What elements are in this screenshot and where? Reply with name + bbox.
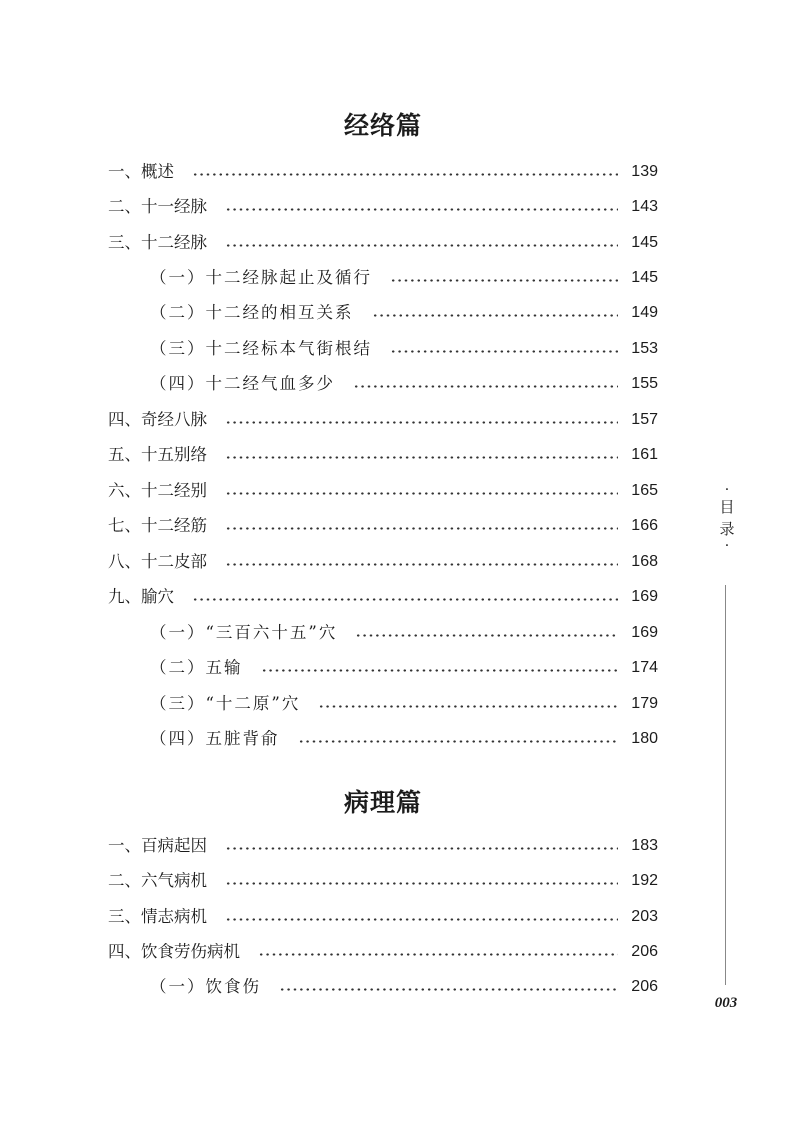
toc-entry[interactable]: [108, 230, 658, 256]
toc-page-number: 157: [631, 411, 658, 428]
dot-leader: [225, 527, 618, 530]
toc-page-number: 153: [631, 340, 658, 357]
dot-leader: [261, 669, 619, 672]
toc-page-number: 179: [631, 695, 658, 712]
toc-subentry[interactable]: [150, 620, 658, 646]
toc-entry-label: （一）十二经脉起止及循行: [150, 268, 372, 287]
toc-subentry[interactable]: [150, 265, 658, 291]
toc-page-number: 149: [631, 304, 658, 321]
toc-subentry[interactable]: [150, 974, 658, 1000]
dot-leader: [192, 173, 618, 176]
running-head-char: 录: [719, 520, 735, 538]
dot-leader: [225, 421, 618, 424]
toc-entry-label: 一、百病起因: [108, 836, 207, 855]
toc-page-number: 174: [631, 659, 658, 676]
toc-entry-label: 三、情志病机: [108, 907, 207, 926]
dot-leader: [225, 456, 618, 459]
toc-subentry[interactable]: [150, 691, 658, 717]
toc-subentry[interactable]: [150, 655, 658, 681]
side-rule: [725, 585, 726, 985]
dot-leader: [279, 988, 618, 991]
toc-entry-label: （一）“三百六十五”穴: [150, 623, 338, 642]
dot-leader: [318, 705, 618, 708]
toc-page-number: 143: [631, 198, 658, 215]
dot-leader: [225, 882, 618, 885]
toc-entry-label: （三）“十二原”穴: [150, 694, 301, 713]
toc-page-number: 169: [631, 588, 658, 605]
toc-page-number: 203: [631, 908, 658, 925]
page-number: 003: [714, 995, 738, 1011]
toc-page-number: 161: [631, 446, 658, 463]
section-title: 病理篇: [343, 788, 422, 817]
toc-entry-label: 七、十二经筋: [108, 516, 207, 535]
toc-entry[interactable]: [108, 407, 658, 433]
toc-entry-label: 五、十五别络: [108, 445, 207, 464]
dot-leader: [390, 350, 618, 353]
toc-subentry[interactable]: [150, 726, 658, 752]
toc-entry-label: 一、概述: [108, 162, 174, 181]
toc-entry-label: 八、十二皮部: [108, 552, 207, 571]
toc-page-number: 206: [631, 943, 658, 960]
toc-entry-label: 三、十二经脉: [108, 233, 207, 252]
toc-entry[interactable]: [108, 513, 658, 539]
toc-page-number: 192: [631, 872, 658, 889]
dot-leader: [372, 314, 619, 317]
toc-page-number: 165: [631, 482, 658, 499]
dot-leader: [192, 598, 618, 601]
running-head-dot: ·: [724, 482, 730, 498]
toc-page-number: 139: [631, 163, 658, 180]
toc-entry-label: 二、六气病机: [108, 871, 207, 890]
dot-leader: [225, 563, 618, 566]
dot-leader: [353, 385, 618, 388]
dot-leader: [258, 953, 618, 956]
toc-subentry[interactable]: [150, 371, 658, 397]
toc-entry[interactable]: [108, 194, 658, 220]
toc-entry-label: （三）十二经标本气街根结: [150, 339, 372, 358]
toc-entry[interactable]: [108, 478, 658, 504]
toc-page-number: 166: [631, 517, 658, 534]
toc-entry[interactable]: [108, 939, 658, 965]
toc-entry[interactable]: [108, 549, 658, 575]
toc-entry[interactable]: [108, 868, 658, 894]
toc-entry[interactable]: [108, 904, 658, 930]
toc-page-number: 155: [631, 375, 658, 392]
toc-page-number: 183: [631, 837, 658, 854]
toc-page-number: 180: [631, 730, 658, 747]
toc-entry-label: （四）十二经气血多少: [150, 374, 335, 393]
toc-entry-label: （一）饮食伤: [150, 977, 261, 996]
toc-page-number: 145: [631, 234, 658, 251]
toc-entry-label: 六、十二经别: [108, 481, 207, 500]
running-head: [712, 484, 742, 552]
toc-subentry[interactable]: [150, 336, 658, 362]
dot-leader: [225, 847, 618, 850]
dot-leader: [225, 918, 618, 921]
running-head-dot: ·: [724, 538, 730, 554]
toc-entry-label: （二）五输: [150, 658, 243, 677]
toc-page-number: 206: [631, 978, 658, 995]
toc-entry-label: 二、十一经脉: [108, 197, 207, 216]
toc-entry[interactable]: [108, 584, 658, 610]
dot-leader: [225, 208, 618, 211]
toc-subentry[interactable]: [150, 300, 658, 326]
dot-leader: [225, 492, 618, 495]
dot-leader: [225, 244, 618, 247]
toc-entry-label: 四、饮食劳伤病机: [108, 942, 240, 961]
section-title: 经络篇: [343, 111, 422, 140]
dot-leader: [390, 279, 618, 282]
toc-page-number: 145: [631, 269, 658, 286]
toc-entry[interactable]: [108, 833, 658, 859]
dot-leader: [355, 634, 618, 637]
toc-entry-label: 九、腧穴: [108, 587, 174, 606]
toc-entry-label: （四）五脏背俞: [150, 729, 280, 748]
toc-entry-label: 四、奇经八脉: [108, 410, 207, 429]
toc-entry[interactable]: [108, 442, 658, 468]
dot-leader: [298, 740, 619, 743]
toc-page-number: 169: [631, 624, 658, 641]
toc-page-number: 168: [631, 553, 658, 570]
running-head-char: 目: [719, 498, 735, 516]
toc-entry[interactable]: [108, 159, 658, 185]
toc-entry-label: （二）十二经的相互关系: [150, 303, 354, 322]
